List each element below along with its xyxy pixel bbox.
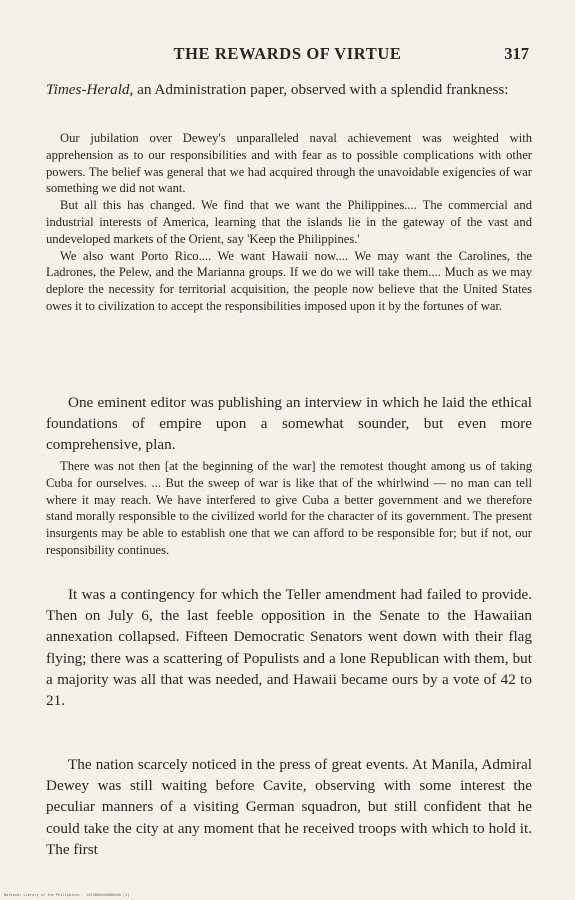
quote-1-paragraph-3: We also want Porto Rico.... We want Hawaii now.... We may want the Carolines, the Ladrones, the Pelew, and the Marianna groups. If we do we will take them.... Much as we may deplore the necessity for territorial acquisition, the people now believe that the United States owes it to civilization to accept the responsibilities imposed upon it by the fortunes of war.: [46, 248, 532, 313]
quote-1-paragraph-1: Our jubilation over Dewey's unparalleled naval achievement was weighted with apprehension as to our responsibilities and with fear as to possible complications with other powers. The belief was general that we had acquired through the unavoidable exigencies of war something we did not want.: [46, 131, 532, 196]
quote-2-paragraph: There was not then [at the beginning of the war] the remotest thought among us of taking Cuba for ourselves. ... But the sweep of war is like that of the whirlwind — no man can tell where it may reach. We have interfered to give Cuba a better government and we therefore stand morally responsible to the civilized world for the character of its government. The present insurgents may be able to establish one that we can afford to be responsible for; but if not, our responsibility continues.: [46, 459, 532, 557]
running-title: THE REWARDS OF VIRTUE: [173, 44, 402, 63]
body-paragraph-3: It was a contingency for which the Teller amendment had failed to provide. Then on July 6, the last feeble opposition in the Senate to the Hawaiian annexation collapsed. Fifteen Democratic Senators went down with their flag flying; there was a scattering of Populists and a lone Republican with them, but a majority was all that was needed, and Hawaii became ours by a vote of 42 to 21.: [46, 586, 532, 710]
page-number: 317: [504, 44, 529, 63]
page-header: [46, 44, 529, 68]
body-paragraph-4: The nation scarcely noticed in the press of great events. At Manila, Admiral Dewey was still waiting before Cavite, observing with some interest the peculiar manners of a visiting German squadron, but still confident that he could take the city at any moment that he received troops with which to hold it. The first: [46, 756, 532, 858]
intro-text: , an Administration paper, observed with a splendid frankness:: [129, 81, 509, 98]
body-paragraph-2: One eminent editor was publishing an interview in which he laid the ethical foundations of empire upon a somewhat sounder, but even more comprehensive, plan.: [46, 394, 532, 454]
quote-block-1: [46, 130, 532, 315]
newspaper-name: Times-Herald: [46, 81, 130, 98]
quote-1-paragraph-2: But all this has changed. We find that we want the Philippines.... The commercial and industrial interests of America, learning that the islands lie in the gateway of the vast and undeveloped markets of the Orient, say 'Keep the Philippines.': [46, 198, 532, 246]
quote-block-2: [46, 458, 532, 559]
scan-footer: National Library of the Philippines · 2015000000000000 [1]: [4, 893, 130, 897]
intro-paragraph: [46, 79, 532, 100]
